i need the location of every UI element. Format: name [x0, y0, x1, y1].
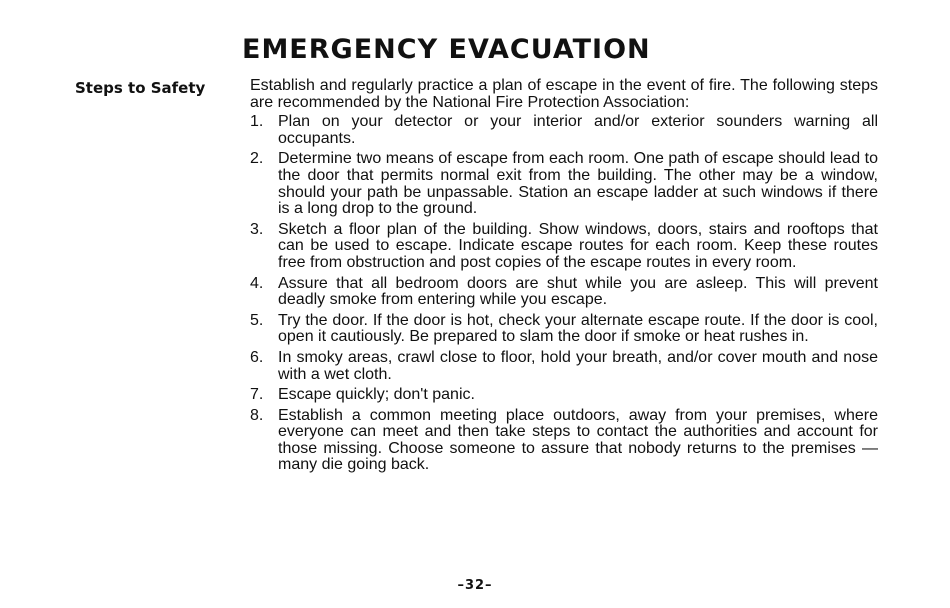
step-text: Assure that all bedroom doors are shut while you are asleep. This will prevent deadly smoke from entering while you escape. [278, 274, 878, 309]
list-item [250, 151, 878, 217]
step-number: 6. [250, 348, 264, 366]
step-number: 5. [250, 311, 264, 329]
step-text: Try the door. If the door is hot, check your alternate escape route. If the door is cool, open it cautiously. Be prepared to slam the door if smoke or heat rushes in. [278, 311, 878, 346]
list-item [250, 313, 878, 346]
section-heading: Steps to Safety [75, 79, 206, 97]
step-text: Escape quickly; don't panic. [278, 386, 475, 404]
list-item [250, 276, 878, 309]
list-item [250, 222, 878, 272]
step-text: Sketch a floor plan of the building. Show windows, doors, stairs and rooftops that can be used to escape. Indicate escape routes for each room. Keep these routes free from obstruction and post copies of the escape routes in every room. [278, 220, 878, 271]
steps-list [250, 114, 878, 474]
list-item [250, 350, 878, 383]
step-text: Determine two means of escape from each room. One path of escape should lead to the door that permits normal exit from the building. The other may be a window, should your path be unpassable. Station an escape ladder at such windows if there is a long drop to the ground. [278, 150, 878, 218]
step-text: Establish a common meeting place outdoors, away from your premises, where everyone can meet and then take steps to contact the authorities and account for those missing. Choose someone to assure that nobody returns to the premises — many die going back. [278, 406, 878, 474]
step-text: In smoky areas, crawl close to floor, hold your breath, and/or cover mouth and nose with a wet cloth. [278, 348, 878, 383]
step-number: 8. [250, 406, 264, 424]
step-number: 7. [250, 386, 264, 404]
section-body [250, 78, 878, 478]
list-item [250, 114, 878, 147]
step-number: 4. [250, 274, 264, 292]
step-text: Plan on your detector or your interior and/or exterior sounders warning all occupants. [278, 113, 878, 147]
list-item [250, 408, 878, 474]
page-title: EMERGENCY EVACUATION [242, 34, 651, 65]
step-number: 2. [250, 150, 264, 168]
list-item [250, 387, 878, 404]
page-number: –32– [457, 578, 493, 593]
intro-paragraph: Establish and regularly practice a plan of escape in the event of fire. The following steps are recommended by the National Fire Protection Association: [250, 77, 878, 111]
step-number: 3. [250, 220, 264, 238]
step-number: 1. [250, 113, 264, 131]
